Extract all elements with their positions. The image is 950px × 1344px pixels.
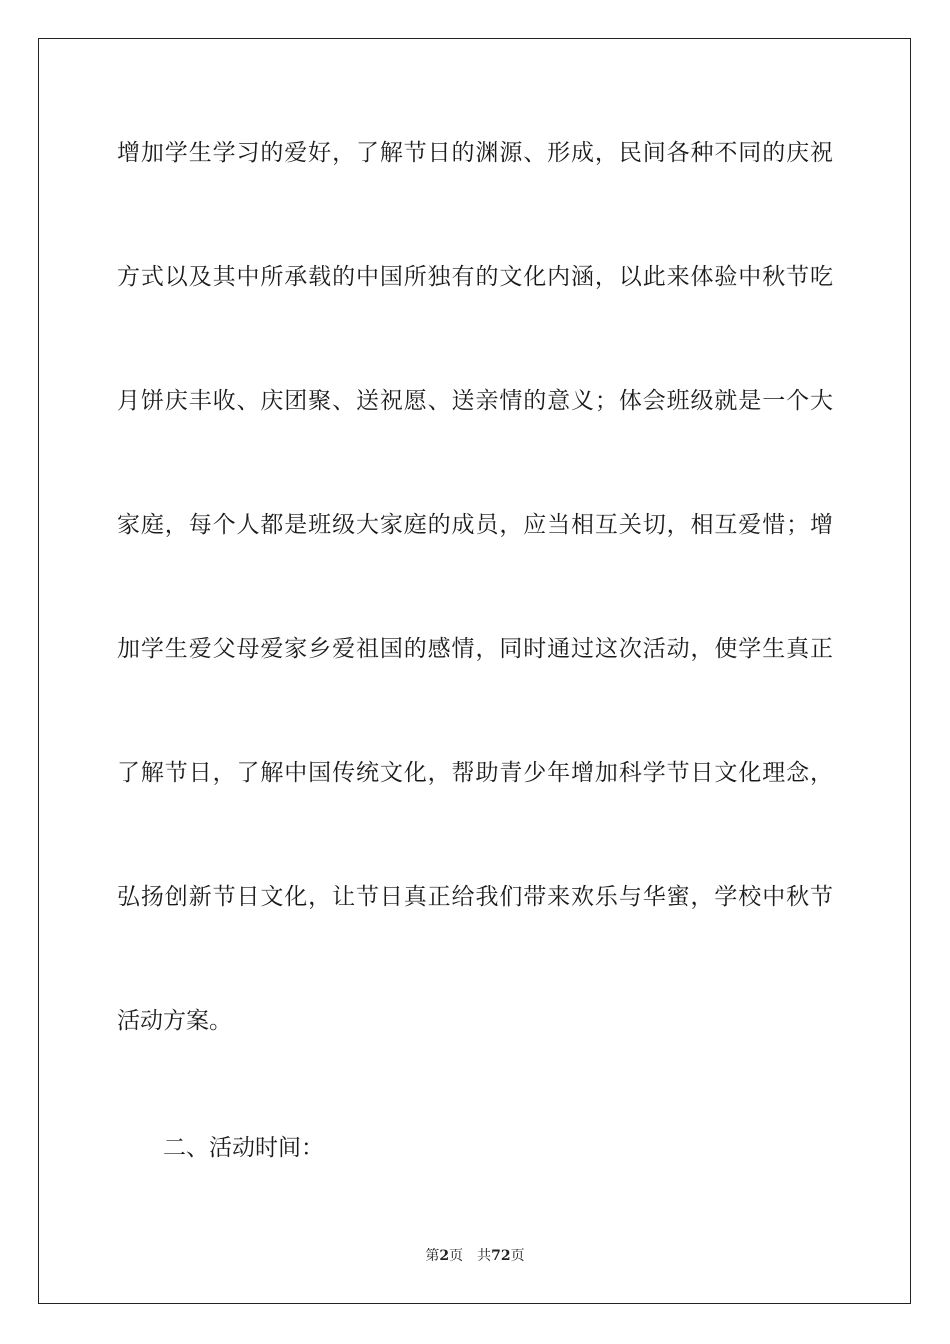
body-line-7: 弘扬创新节日文化，让节日真正给我们带来欢乐与华蜜，学校中秋节 [117, 884, 833, 910]
section-heading: 二、活动时间： [163, 1135, 324, 1161]
body-line-1: 增加学生学习的爱好，了解节日的渊源、形成，民间各种不同的庆祝 [117, 140, 833, 166]
page-prefix: 第 [425, 1248, 440, 1264]
body-line-4: 家庭，每个人都是班级大家庭的成员，应当相互关切，相互爱惜；增 [117, 512, 833, 538]
body-line-5: 加学生爱父母爱家乡爱祖国的感情，同时通过这次活动，使学生真正 [117, 636, 833, 662]
body-line-3: 月饼庆丰收、庆团聚、送祝愿、送亲情的意义；体会班级就是一个大 [117, 388, 833, 414]
page-suffix: 页 [449, 1248, 464, 1264]
page-border [38, 38, 911, 1304]
total-suffix: 页 [510, 1248, 525, 1264]
body-line-8: 活动方案。 [117, 1008, 232, 1034]
body-line-6: 了解节日，了解中国传统文化，帮助青少年增加科学节日文化理念， [117, 760, 833, 786]
body-line-2: 方式以及其中所承载的中国所独有的文化内涵，以此来体验中秋节吃 [117, 264, 833, 290]
total-pages: 72 [491, 1248, 511, 1264]
page-number: 2 [439, 1248, 450, 1264]
page-footer [0, 1246, 950, 1266]
total-prefix: 共 [477, 1248, 492, 1264]
